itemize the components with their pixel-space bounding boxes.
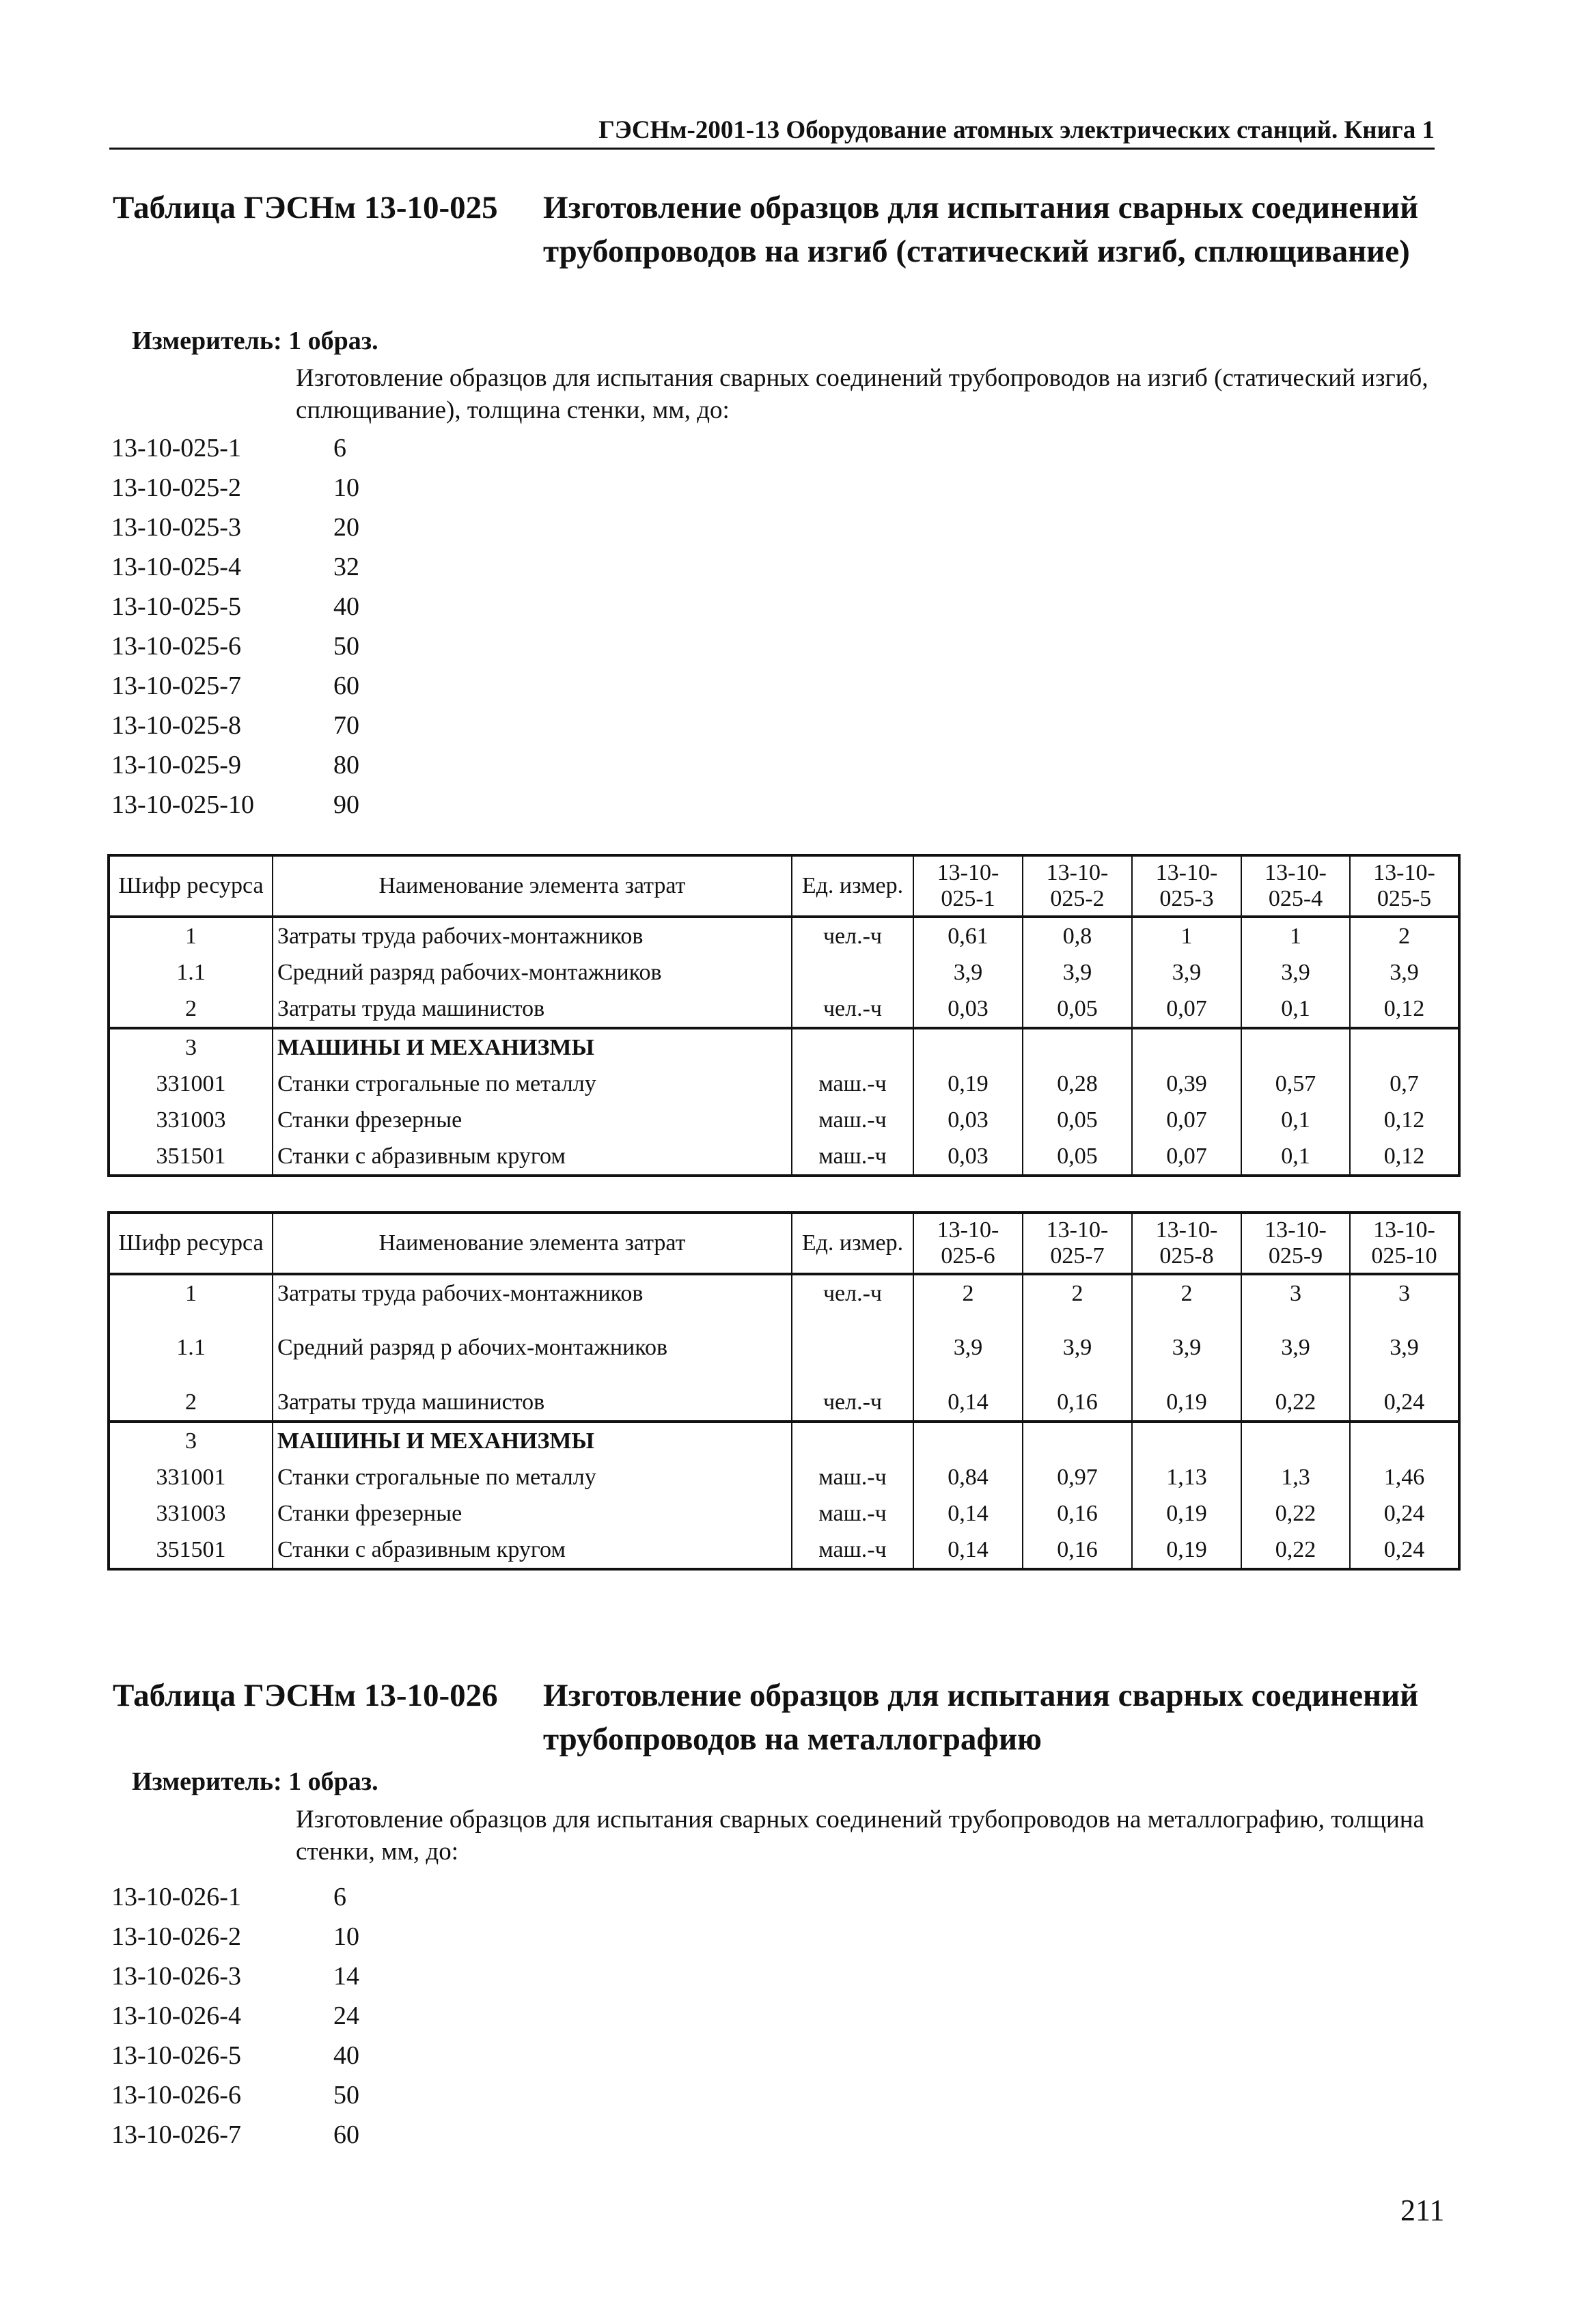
table-row (109, 1422, 1459, 1459)
value-cell: 0,57 (1241, 1066, 1350, 1102)
value-cell: 0,14 (913, 1384, 1023, 1422)
norm-code-row (111, 2036, 453, 2075)
wall-thickness: 60 (333, 672, 359, 700)
value-cell: 2 (913, 1274, 1023, 1312)
value-cell: 0,16 (1023, 1495, 1132, 1532)
cost-element-name: Станки строгальные по металлу (273, 1459, 792, 1495)
value-cell: 1,46 (1350, 1459, 1459, 1495)
norm-code: 13-10-025-9 (111, 751, 241, 779)
value-cell: 0,16 (1023, 1532, 1132, 1569)
value-cell: 3,9 (913, 954, 1023, 991)
norm-code-row (111, 626, 453, 666)
value-cell: 0,05 (1023, 1102, 1132, 1138)
value-cell: 1,13 (1132, 1459, 1241, 1495)
cost-element-name: Затраты труда машинистов (273, 991, 792, 1028)
norm-code-row (111, 706, 453, 745)
cost-element-name: Затраты труда машинистов (273, 1384, 792, 1422)
resource-code: 331001 (109, 1066, 273, 1102)
norm-code: 13-10-025-1 (111, 434, 241, 462)
value-cell: 0,22 (1241, 1384, 1350, 1422)
unit-cell (792, 1422, 913, 1459)
value-cell: 3,9 (913, 1312, 1023, 1384)
column-header: 13-10-025-6 (913, 1213, 1023, 1274)
running-header: ГЭСНм-2001-13 Оборудование атомных электрических станций. Книга 1 (109, 115, 1435, 150)
unit-cell: маш.-ч (792, 1495, 913, 1532)
unit-cell: чел.-ч (792, 1274, 913, 1312)
value-cell: 0,07 (1132, 1138, 1241, 1176)
value-cell: 3 (1241, 1274, 1350, 1312)
column-header: 13-10-025-1 (913, 855, 1023, 917)
norm-code-row (111, 547, 453, 587)
norm-code: 13-10-026-7 (111, 2120, 241, 2149)
cost-element-name: Средний разряд р абочих-монтажников (273, 1312, 792, 1384)
column-header: 13-10-025-8 (1132, 1213, 1241, 1274)
column-header: Шифр ресурса (109, 855, 273, 917)
value-cell: 0,1 (1241, 1138, 1350, 1176)
column-header: Шифр ресурса (109, 1213, 273, 1274)
norm-code: 13-10-025-7 (111, 672, 241, 700)
value-cell: 0,19 (1132, 1384, 1241, 1422)
column-header: 13-10-025-4 (1241, 855, 1350, 917)
table-row (109, 1459, 1459, 1495)
value-cell (1241, 1422, 1350, 1459)
value-cell: 3,9 (1241, 954, 1350, 991)
value-cell: 0,16 (1023, 1384, 1132, 1422)
table-code: Таблица ГЭСНм 13-10-025 (113, 190, 498, 225)
column-header: Ед. измер. (792, 855, 913, 917)
table-row (109, 917, 1459, 954)
norm-code: 13-10-026-2 (111, 1922, 241, 1951)
value-cell: 3,9 (1023, 1312, 1132, 1384)
value-cell: 0,22 (1241, 1495, 1350, 1532)
resource-code: 3 (109, 1422, 273, 1459)
column-header: 13-10-025-10 (1350, 1213, 1459, 1274)
unit-cell: маш.-ч (792, 1066, 913, 1102)
norm-code: 13-10-026-6 (111, 2081, 241, 2109)
value-cell (1241, 1028, 1350, 1066)
wall-thickness: 70 (333, 711, 359, 740)
norm-code: 13-10-025-5 (111, 592, 241, 621)
wall-thickness: 50 (333, 2081, 359, 2109)
norm-code-row (111, 2075, 453, 2115)
value-cell: 2 (1132, 1274, 1241, 1312)
table-row (109, 1274, 1459, 1312)
column-header: 13-10-025-7 (1023, 1213, 1132, 1274)
value-cell (1132, 1422, 1241, 1459)
cost-element-name: Станки с абразивным кругом (273, 1532, 792, 1569)
value-cell: 0,14 (913, 1532, 1023, 1569)
norm-code-list (111, 1877, 453, 2155)
norm-description: Изготовление образцов для испытания сварных соединений трубопроводов на металлографию, толщина стенки, мм, до: (296, 1806, 1424, 1866)
norm-code-row (111, 428, 453, 468)
table-code: Таблица ГЭСНм 13-10-026 (113, 1678, 498, 1713)
table-row (109, 1066, 1459, 1102)
value-cell: 3,9 (1132, 954, 1241, 991)
cost-element-name: Затраты труда рабочих-монтажников (273, 917, 792, 954)
unit-cell: маш.-ч (792, 1138, 913, 1176)
value-cell (1350, 1028, 1459, 1066)
norm-code-row (111, 1877, 453, 1917)
cost-element-name: Станки строгальные по металлу (273, 1066, 792, 1102)
unit-cell: маш.-ч (792, 1102, 913, 1138)
value-cell: 2 (1023, 1274, 1132, 1312)
value-cell: 0,84 (913, 1459, 1023, 1495)
value-cell: 0,24 (1350, 1495, 1459, 1532)
value-cell: 0,03 (913, 1138, 1023, 1176)
value-cell: 0,61 (913, 917, 1023, 954)
unit-cell (792, 954, 913, 991)
unit-cell: чел.-ч (792, 917, 913, 954)
wall-thickness: 10 (333, 473, 359, 502)
table-title-text: Изготовление образцов для испытания сварных соединений трубопроводов на металлографию (543, 1678, 1419, 1757)
column-header: 13-10-025-3 (1132, 855, 1241, 917)
column-header: 13-10-025-2 (1023, 855, 1132, 917)
norm-code-row (111, 1956, 453, 1996)
norm-code: 13-10-025-8 (111, 711, 241, 740)
wall-thickness: 6 (333, 1883, 346, 1911)
wall-thickness: 90 (333, 790, 359, 819)
resource-code: 2 (109, 991, 273, 1028)
table-title-13-10-025 (113, 186, 1452, 273)
value-cell: 0,19 (1132, 1532, 1241, 1569)
wall-thickness: 40 (333, 2041, 359, 2070)
value-cell: 0,22 (1241, 1532, 1350, 1569)
value-cell: 3,9 (1132, 1312, 1241, 1384)
wall-thickness: 24 (333, 2002, 359, 2030)
value-cell: 0,24 (1350, 1384, 1459, 1422)
value-cell: 0,24 (1350, 1532, 1459, 1569)
value-cell: 0,07 (1132, 991, 1241, 1028)
wall-thickness: 60 (333, 2120, 359, 2149)
norm-code: 13-10-026-4 (111, 2002, 241, 2030)
table-row (109, 1384, 1459, 1422)
norm-code: 13-10-025-6 (111, 632, 241, 661)
norm-description: Изготовление образцов для испытания сварных соединений трубопроводов на изгиб (статический изгиб, сплющивание), толщина стенки, мм, до: (296, 364, 1428, 424)
wall-thickness: 80 (333, 751, 359, 779)
norm-code-row (111, 745, 453, 785)
cost-element-name: Затраты труда рабочих-монтажников (273, 1274, 792, 1312)
wall-thickness: 10 (333, 1922, 359, 1951)
value-cell: 3,9 (1023, 954, 1132, 991)
value-cell: 0,14 (913, 1495, 1023, 1532)
norm-code-row (111, 1917, 453, 1956)
wall-thickness: 32 (333, 553, 359, 581)
value-cell: 3,9 (1350, 1312, 1459, 1384)
value-cell: 0,12 (1350, 991, 1459, 1028)
value-cell: 0,1 (1241, 991, 1350, 1028)
wall-thickness: 6 (333, 434, 346, 462)
resource-code: 1 (109, 917, 273, 954)
value-cell (1132, 1028, 1241, 1066)
resource-code: 1.1 (109, 1312, 273, 1384)
unit-cell (792, 1312, 913, 1384)
column-header: Наименование элемента затрат (273, 855, 792, 917)
value-cell (1023, 1028, 1132, 1066)
measure-unit: Измеритель: 1 образ. (132, 327, 378, 355)
table-title-13-10-026 (113, 1674, 1452, 1761)
table-row (109, 954, 1459, 991)
cost-element-name: Станки фрезерные (273, 1495, 792, 1532)
cost-element-name: МАШИНЫ И МЕХАНИЗМЫ (273, 1422, 792, 1459)
value-cell: 0,12 (1350, 1138, 1459, 1176)
value-cell: 0,19 (1132, 1495, 1241, 1532)
value-cell: 0,8 (1023, 917, 1132, 954)
table-row (109, 1102, 1459, 1138)
value-cell: 3,9 (1241, 1312, 1350, 1384)
unit-cell: чел.-ч (792, 1384, 913, 1422)
norm-code-list (111, 428, 453, 825)
value-cell: 3,9 (1350, 954, 1459, 991)
wall-thickness: 40 (333, 592, 359, 621)
unit-cell (792, 1028, 913, 1066)
resource-code: 331003 (109, 1102, 273, 1138)
resource-code: 351501 (109, 1138, 273, 1176)
value-cell: 2 (1350, 917, 1459, 954)
norm-code: 13-10-025-10 (111, 790, 254, 819)
resource-code: 1 (109, 1274, 273, 1312)
resource-code: 3 (109, 1028, 273, 1066)
resource-code: 2 (109, 1384, 273, 1422)
measure-unit: Измеритель: 1 образ. (132, 1767, 378, 1796)
value-cell: 0,97 (1023, 1459, 1132, 1495)
cost-element-name: Средний разряд рабочих-монтажников (273, 954, 792, 991)
value-cell: 1,3 (1241, 1459, 1350, 1495)
unit-cell: чел.-ч (792, 991, 913, 1028)
wall-thickness: 14 (333, 1962, 359, 1991)
table-row (109, 1495, 1459, 1532)
table-row (109, 1138, 1459, 1176)
norm-code-row (111, 666, 453, 706)
norm-code: 13-10-026-3 (111, 1962, 241, 1991)
value-cell: 0,7 (1350, 1066, 1459, 1102)
resource-code: 351501 (109, 1532, 273, 1569)
table-row (109, 1532, 1459, 1569)
wall-thickness: 20 (333, 513, 359, 542)
value-cell: 0,05 (1023, 991, 1132, 1028)
value-cell (913, 1422, 1023, 1459)
norm-code-row (111, 1996, 453, 2036)
table-row (109, 1312, 1459, 1384)
value-cell: 3 (1350, 1274, 1459, 1312)
resource-table-2 (107, 1211, 1461, 1571)
norm-code: 13-10-026-5 (111, 2041, 241, 2070)
value-cell: 0,28 (1023, 1066, 1132, 1102)
norm-code: 13-10-026-1 (111, 1883, 241, 1911)
value-cell: 0,03 (913, 991, 1023, 1028)
column-header: 13-10-025-9 (1241, 1213, 1350, 1274)
value-cell: 0,1 (1241, 1102, 1350, 1138)
norm-code: 13-10-025-3 (111, 513, 241, 542)
norm-code-row (111, 468, 453, 508)
cost-element-name: МАШИНЫ И МЕХАНИЗМЫ (273, 1028, 792, 1066)
cost-element-name: Станки фрезерные (273, 1102, 792, 1138)
value-cell: 0,12 (1350, 1102, 1459, 1138)
norm-code: 13-10-025-4 (111, 553, 241, 581)
norm-code: 13-10-025-2 (111, 473, 241, 502)
norm-code-row (111, 508, 453, 547)
table-row (109, 991, 1459, 1028)
value-cell (1350, 1422, 1459, 1459)
table-row (109, 1028, 1459, 1066)
value-cell: 0,05 (1023, 1138, 1132, 1176)
column-header: Ед. измер. (792, 1213, 913, 1274)
cost-element-name: Станки с абразивным кругом (273, 1138, 792, 1176)
unit-cell: маш.-ч (792, 1459, 913, 1495)
norm-code-row (111, 785, 453, 825)
value-cell: 1 (1241, 917, 1350, 954)
column-header: Наименование элемента затрат (273, 1213, 792, 1274)
wall-thickness: 50 (333, 632, 359, 661)
resource-code: 331003 (109, 1495, 273, 1532)
resource-table-1 (107, 854, 1461, 1177)
resource-code: 1.1 (109, 954, 273, 991)
value-cell: 1 (1132, 917, 1241, 954)
value-cell (1023, 1422, 1132, 1459)
unit-cell: маш.-ч (792, 1532, 913, 1569)
value-cell: 0,19 (913, 1066, 1023, 1102)
norm-code-row (111, 587, 453, 626)
value-cell: 0,39 (1132, 1066, 1241, 1102)
resource-code: 331001 (109, 1459, 273, 1495)
value-cell (913, 1028, 1023, 1066)
value-cell: 0,07 (1132, 1102, 1241, 1138)
column-header: 13-10-025-5 (1350, 855, 1459, 917)
page-number: 211 (1400, 2194, 1445, 2227)
norm-code-row (111, 2115, 453, 2155)
value-cell: 0,03 (913, 1102, 1023, 1138)
table-title-text: Изготовление образцов для испытания сварных соединений трубопроводов на изгиб (статический изгиб, сплющивание) (543, 190, 1419, 269)
